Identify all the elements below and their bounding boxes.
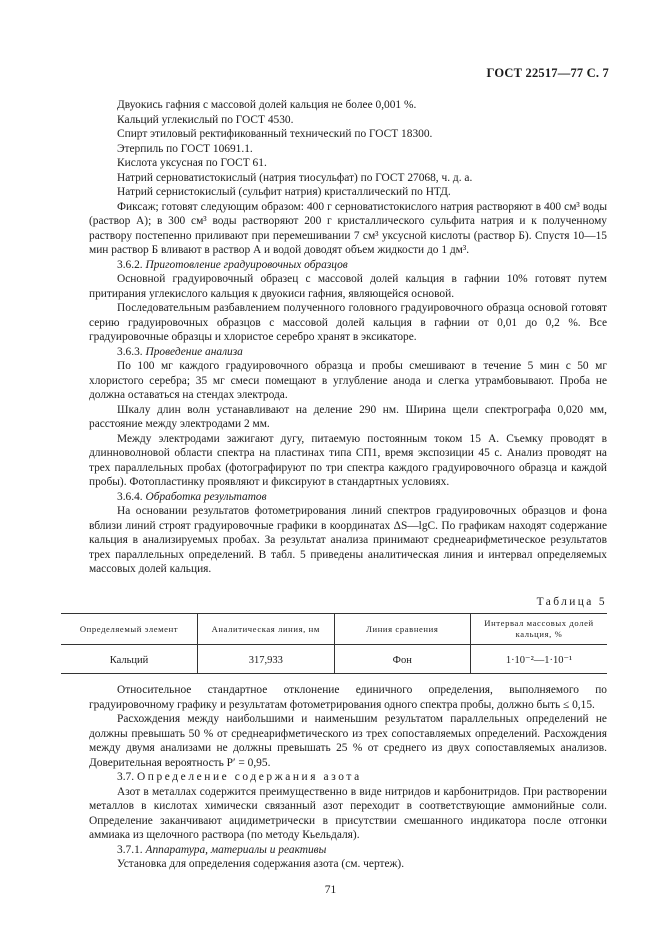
section-title: Обработка результатов: [145, 490, 267, 503]
table-header-cell: Линия сравнения: [334, 614, 471, 645]
section-title: Проведение анализа: [145, 345, 243, 358]
table-header-cell: Интервал массовых долей кальция, %: [471, 614, 608, 645]
paragraph-fixer: Фиксаж; готовят следующим образом: 400 г серноватистокислого натрия растворяют в 400 см³ воды (раствор А); в 300 см³ воды растворяют 200 г кристаллического сульфита натрия и к полученному раствору постепенно приливают при перемешивании 7 см³ уксусной кислоты (раствор Б). Спустя 10—15 мин раствор Б вливают в раствор А и водой доводят объем жидкости до 1 дм³.: [89, 200, 607, 256]
table-cell: 1·10⁻²—1·10⁻¹: [471, 645, 608, 674]
section-heading-3-6-3: [89, 345, 607, 360]
text-line: Кислота уксусная по ГОСТ 61.: [117, 157, 267, 169]
table-row: [61, 645, 607, 674]
paragraph: Между электродами зажигают дугу, питаемую постоянным током 15 А. Съемку проводят в длинноволновой области спектра на пластинах типа СП1, время экспозиции 45 с. Анализ проводят на трех параллельных пробах (фотографируют по три спектра каждого градуировочного образца и каждой пробы). Фотопластинку проявляют и фиксируют в стандартных условиях.: [89, 432, 607, 488]
section-number: 3.6.3.: [117, 345, 143, 358]
paragraph: Азот в металлах содержится преимущественно в виде нитридов и карбонитридов. При растворении металлов в кислотах химически связанный азот переходит в соответствующие аммонийные соли. Определение заканчивают ацидиметрически в присутствии смешанного индикатора после отгонки аммиака из щелочного раствора (по методу Кьельдаля).: [89, 785, 607, 841]
table-header-row: [61, 614, 607, 645]
section-number: 3.6.2.: [117, 258, 143, 271]
table-caption: Таблица 5: [536, 595, 607, 608]
section-title: Определение содержания азота: [136, 771, 362, 783]
page-content: [79, 98, 607, 872]
table-cell: Фон: [334, 645, 471, 674]
section-heading-3-7: [89, 770, 607, 785]
paragraph: Основной градуировочный образец с массовой долей кальция в гафнии 10% готовят путем притирания углекислого кальция к двуокиси гафния, являющейся основой.: [89, 273, 607, 300]
page-header: ГОСТ 22517—77 С. 7: [486, 66, 609, 80]
paragraph: Относительное стандартное отклонение единичного определения, выполняемого по градуировочному графику и результатам фотометрирования одного спектра пробы, должно быть ≤ 0,15.: [89, 684, 607, 711]
text-line: Кальций углекислый по ГОСТ 4530.: [117, 113, 294, 126]
section-number: 3.7.: [117, 771, 135, 783]
table-header-cell: Аналитическая линия, нм: [198, 614, 335, 645]
section-heading-3-6-2: [89, 258, 607, 273]
paragraph: Шкалу длин волн устанавливают на деление 290 нм. Ширина щели спектрографа 0,020 мм, расстояние между электродами 2 мм.: [89, 403, 607, 430]
text-line: Натрий сернистокислый (сульфит натрия) кристаллический по НТД.: [117, 186, 451, 198]
paragraph: На основании результатов фотометрирования линий спектров градуировочных образцов и фона вблизи линий строят градуировочные графики в координатах ΔS—lgC. По графикам находят содержание кальция в анализируемых пробах. За результат анализа принимают среднеарифметическое результатов трех параллельных определений. В табл. 5 приведены аналитическая линия и интервал определяемых массовых долей кальция.: [89, 505, 607, 575]
text-line: Двуокись гафния с массовой долей кальция не более 0,001 %.: [117, 99, 417, 111]
text-line: Натрий серноватистокислый (натрия тиосульфат) по ГОСТ 27068, ч. д. а.: [117, 171, 473, 184]
table-header-cell: Определяемый элемент: [61, 614, 198, 645]
text-line: Этерпиль по ГОСТ 10691.1.: [117, 142, 253, 155]
table-cell: 317,933: [198, 645, 335, 674]
section-number: 3.6.4.: [117, 490, 143, 503]
section-number: 3.7.1.: [117, 843, 143, 856]
page-number: 71: [324, 884, 337, 896]
section-title: Аппаратура, материалы и реактивы: [145, 843, 327, 856]
section-heading-3-6-4: [89, 490, 607, 505]
table-cell: Кальций: [61, 645, 198, 674]
paragraph: По 100 мг каждого градуировочного образца и пробы смешивают в течение 5 мин с 50 мг хлористого серебра; 35 мг смеси помещают в углубление анода и слегка утрамбовывают. Проба не должна оставаться на стендах электрода.: [89, 360, 607, 401]
paragraph: Расхождения между наибольшими и наименьшим результатом параллельных определений не должны превышать 50 % от среднеарифметического из трех сопоставляемых определений. Расхождения между двумя анализами не должны превышать 25 % от среднего из двух сопоставляемых анализов. Доверительная вероятность P′ = 0,95.: [89, 713, 607, 769]
text-line: Спирт этиловый ректификованный технический по ГОСТ 18300.: [117, 128, 433, 140]
section-heading-3-7-1: [89, 843, 607, 858]
table-5: [61, 613, 607, 674]
paragraph: Последовательным разбавлением полученного головного градуировочного образца основой готовят серию градуировочных образцов с массовой долей кальция в гафнии от 0,01 до 0,2 %. Все градуировочные образцы и хлористое серебро хранят в эксикаторе.: [89, 302, 607, 343]
paragraph: Установка для определения содержания азота (см. чертеж).: [117, 858, 405, 870]
section-title: Приготовление градуировочных образцов: [145, 258, 348, 271]
